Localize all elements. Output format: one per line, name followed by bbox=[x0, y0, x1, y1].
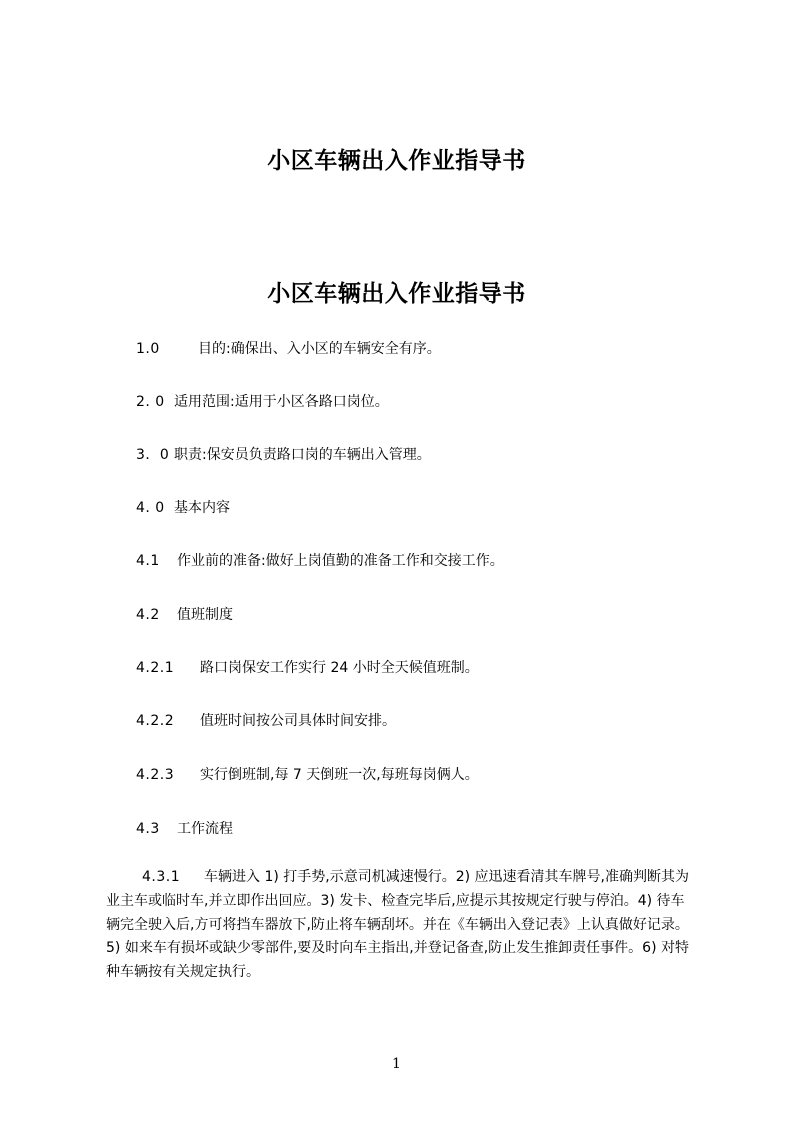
section-item bbox=[136, 497, 230, 517]
section-item bbox=[136, 710, 396, 730]
section-number: 4.2.3 bbox=[136, 767, 175, 783]
page-number: 1 bbox=[392, 1056, 401, 1072]
section-number: 4.2 bbox=[136, 607, 160, 623]
section-number: 4.1 bbox=[136, 553, 160, 569]
section-text: 实行倒班制,每 7 天倒班一次,每班每岗俩人。 bbox=[200, 767, 479, 783]
section-number: 4.2.2 bbox=[136, 713, 175, 729]
section-item bbox=[136, 338, 441, 358]
section-number: 2. 0 bbox=[136, 394, 165, 410]
section-item bbox=[136, 764, 479, 784]
document-title: 小区车辆出入作业指导书 bbox=[267, 281, 526, 307]
section-text: 职责:保安员负责路口岗的车辆出入管理。 bbox=[174, 447, 431, 463]
paragraph-number: 4.3.1 bbox=[142, 869, 181, 885]
section-item bbox=[136, 818, 233, 838]
section-item bbox=[136, 391, 389, 411]
section-number: 4.2.1 bbox=[136, 660, 175, 676]
section-text: 适用范围:适用于小区各路口岗位。 bbox=[174, 394, 389, 410]
section-text: 值班时间按公司具体时间安排。 bbox=[200, 713, 396, 729]
section-item bbox=[136, 657, 479, 677]
cover-title: 小区车辆出入作业指导书 bbox=[267, 148, 526, 174]
section-number: 3．0 bbox=[136, 447, 170, 463]
paragraph-text: 车辆进入 1) 打手势,示意司机减速慢行。2) 应迅速看清其车牌号,准确判断其为业主车或临时车,并立即作出回应。3) 发卡、检查完毕后,应提示其按规定行驶与停泊。4) 待车辆完全驶入后,方可将挡车器放下,防止将车辆刮坏。并在《车辆出入登记表》上认真做好记录。5) 如来车有损坏或缺少零部件,要及时向车主指出,并登记备查,防止发生推卸责任事件。6) 对特种车辆按有关规定执行。 bbox=[106, 869, 689, 981]
section-number: 4. 0 bbox=[136, 500, 165, 516]
section-item bbox=[136, 444, 431, 464]
section-text: 目的:确保出、入小区的车辆安全有序。 bbox=[198, 341, 441, 357]
section-number: 1.0 bbox=[136, 341, 160, 357]
section-text: 路口岗保安工作实行 24 小时全天候值班制。 bbox=[200, 660, 479, 676]
section-text: 工作流程 bbox=[177, 821, 233, 837]
section-item bbox=[136, 604, 233, 624]
section-number: 4.3 bbox=[136, 821, 160, 837]
section-item bbox=[136, 550, 504, 570]
section-text: 基本内容 bbox=[174, 500, 230, 516]
section-text: 作业前的准备:做好上岗值勤的准备工作和交接工作。 bbox=[177, 553, 504, 569]
section-text: 值班制度 bbox=[177, 607, 233, 623]
workflow-paragraph bbox=[106, 866, 696, 985]
